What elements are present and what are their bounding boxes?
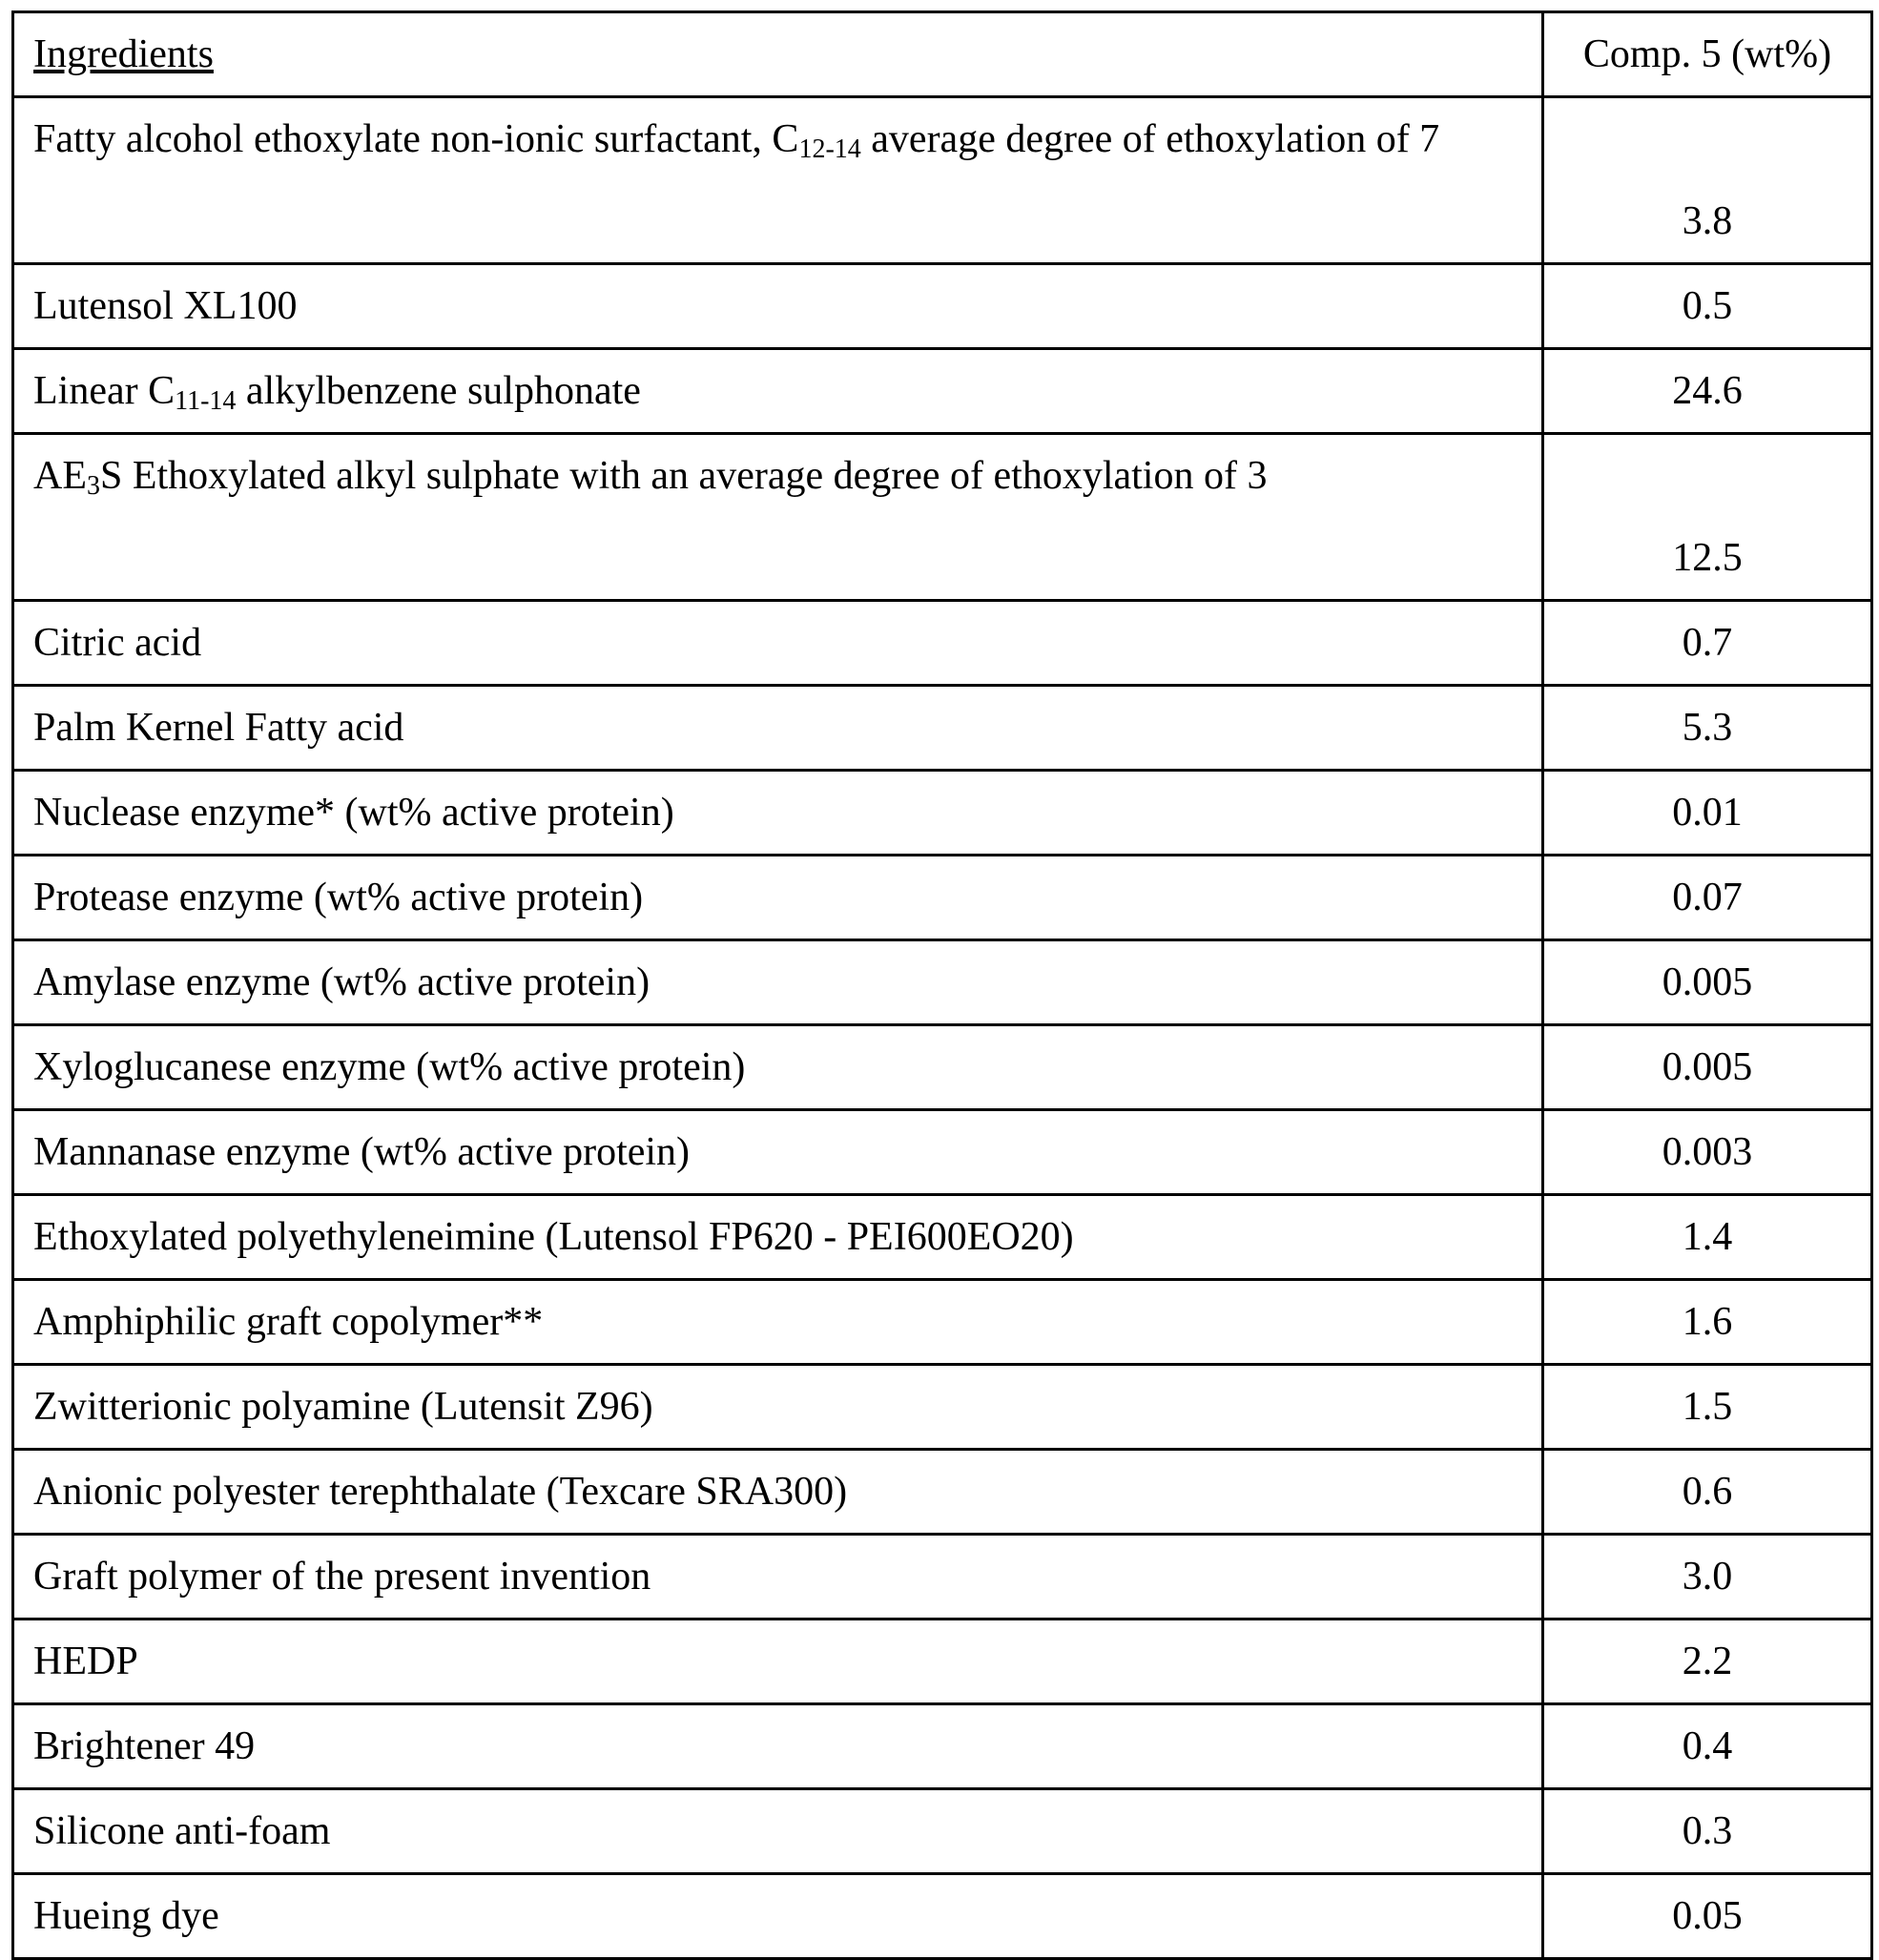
- ingredient-value: 0.003: [1543, 1110, 1872, 1195]
- table-row: [13, 856, 1872, 940]
- table-row: [13, 1620, 1872, 1704]
- table-row: [13, 349, 1872, 434]
- ingredient-name: Palm Kernel Fatty acid: [13, 686, 1543, 771]
- ingredient-name: Hueing dye: [13, 1874, 1543, 1959]
- ingredient-name: Lutensol XL100: [13, 264, 1543, 349]
- table-row: [13, 97, 1872, 264]
- ingredient-name: Citric acid: [13, 601, 1543, 686]
- table-row: [13, 1195, 1872, 1280]
- ingredient-value: 2.2: [1543, 1620, 1872, 1704]
- ingredient-value: 1.6: [1543, 1280, 1872, 1365]
- table-row: [13, 1365, 1872, 1450]
- table-row: [13, 264, 1872, 349]
- table-row: [13, 1535, 1872, 1620]
- header-ingredients-label: Ingredients: [33, 32, 214, 76]
- ingredient-value: 0.005: [1543, 940, 1872, 1025]
- ingredient-value: 0.7: [1543, 601, 1872, 686]
- ingredient-name: Ethoxylated polyethyleneimine (Lutensol FP620 - PEI600EO20): [13, 1195, 1543, 1280]
- ingredient-value: 0.5: [1543, 264, 1872, 349]
- table-row: [13, 1280, 1872, 1365]
- header-ingredients: [13, 12, 1543, 97]
- ingredient-value: 24.6: [1543, 349, 1872, 434]
- ingredient-name: Silicone anti-foam: [13, 1789, 1543, 1874]
- ingredient-name: AE3S Ethoxylated alkyl sulphate with an average degree of ethoxylation of 3: [13, 434, 1543, 601]
- table-row: [13, 1789, 1872, 1874]
- table-row: [13, 1025, 1872, 1110]
- ingredient-name: Nuclease enzyme* (wt% active protein): [13, 771, 1543, 856]
- ingredient-value: 5.3: [1543, 686, 1872, 771]
- ingredient-value: 0.005: [1543, 1025, 1872, 1110]
- table-row: [13, 940, 1872, 1025]
- ingredient-value: 12.5: [1543, 434, 1872, 601]
- table-row: [13, 1704, 1872, 1789]
- ingredient-value: 0.07: [1543, 856, 1872, 940]
- ingredient-name: Amphiphilic graft copolymer**: [13, 1280, 1543, 1365]
- ingredient-name: Brightener 49: [13, 1704, 1543, 1789]
- ingredients-table: [11, 10, 1873, 1960]
- ingredient-value: 0.05: [1543, 1874, 1872, 1959]
- ingredient-name: Zwitterionic polyamine (Lutensit Z96): [13, 1365, 1543, 1450]
- table-row: [13, 434, 1872, 601]
- ingredient-name: HEDP: [13, 1620, 1543, 1704]
- header-comp: Comp. 5 (wt%): [1543, 12, 1872, 97]
- ingredient-name: Graft polymer of the present invention: [13, 1535, 1543, 1620]
- ingredient-name: Amylase enzyme (wt% active protein): [13, 940, 1543, 1025]
- ingredient-value: 3.0: [1543, 1535, 1872, 1620]
- table-row: [13, 686, 1872, 771]
- table-row: [13, 771, 1872, 856]
- ingredient-value: 1.5: [1543, 1365, 1872, 1450]
- ingredient-value: 0.4: [1543, 1704, 1872, 1789]
- table-row: [13, 1450, 1872, 1535]
- ingredient-name: Xyloglucanese enzyme (wt% active protein): [13, 1025, 1543, 1110]
- ingredient-value: 0.3: [1543, 1789, 1872, 1874]
- ingredient-value: 0.6: [1543, 1450, 1872, 1535]
- table-row: [13, 1110, 1872, 1195]
- ingredient-name: Protease enzyme (wt% active protein): [13, 856, 1543, 940]
- ingredient-value: 1.4: [1543, 1195, 1872, 1280]
- table-row: [13, 601, 1872, 686]
- ingredient-value: 3.8: [1543, 97, 1872, 264]
- ingredient-value: 0.01: [1543, 771, 1872, 856]
- ingredient-name: Fatty alcohol ethoxylate non-ionic surfactant, C12-14 average degree of ethoxylation of 7: [13, 97, 1543, 264]
- ingredient-name: Mannanase enzyme (wt% active protein): [13, 1110, 1543, 1195]
- header-row: [13, 12, 1872, 97]
- table-row: [13, 1874, 1872, 1959]
- ingredient-name: Linear C11-14 alkylbenzene sulphonate: [13, 349, 1543, 434]
- ingredient-name: Anionic polyester terephthalate (Texcare SRA300): [13, 1450, 1543, 1535]
